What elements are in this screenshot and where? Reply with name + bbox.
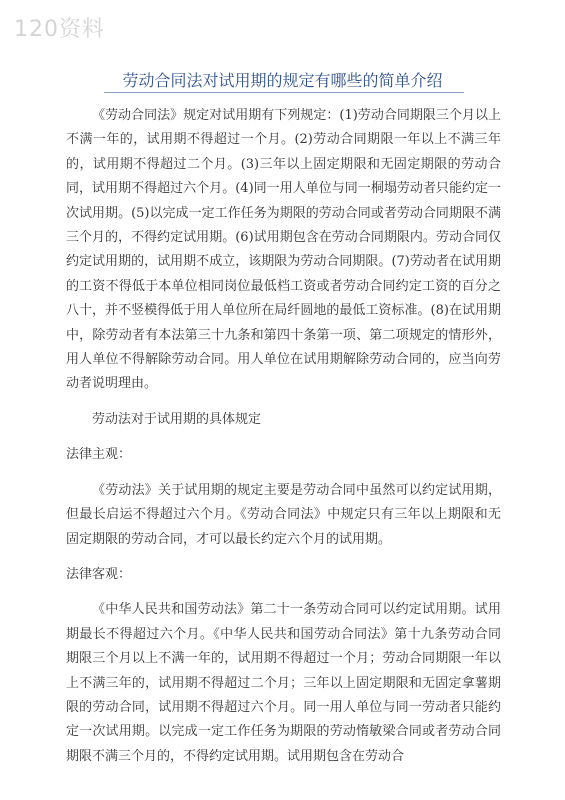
title-underline — [104, 92, 464, 93]
paragraph-objective: 《中华人民共和国劳动法》第二十一条劳动合同可以约定试用期。试用期最长不得超过六个月。《中华人民共和国劳动合同法》第十九条劳动合同期限三个月以上不满一年的，试用期不得超过一个月；劳动合同期限一年以上不满三年的，试用期不得超过二个月；三年以上固定期限和无固定拿薯期限的劳动合同，试用期不得超过六个月。同一用人单位与同一劳动者只能约定一次试用期。以完成一定工作任务为期限的劳动惰敏梁合同或者劳动合同期限不满三个月的，不得约定试用期。试用期包含在劳动合 — [66, 602, 501, 764]
label-objective: 法律客观： — [66, 566, 132, 582]
paragraph-subjective: 《劳动法》关于试用期的规定主要是劳动合同中虽然可以约定试用期，但最长启运不得超过六个月。《劳动合同法》中规定只有三年以上期限和无固定期限的劳动合同，才可以最长约定六个月的试用期。 — [66, 482, 501, 547]
label-subjective: 法律主观： — [66, 447, 132, 463]
subheading-labor-law: 劳动法对于试用期的具体规定 — [92, 411, 262, 427]
paragraph-trial-period-rules: 《劳动合同法》规定对试用期有下列规定：(1)劳动合同期限三个月以上不满一年的，试用期不得超过一个月。(2)劳动合同期限一年以上不满三年的，试用期不得超过二个月。(3)三年以上固定期限和无固定期限的劳动合同，试用期不得超过六个月。(4)同一用人单位与同一桐塌劳动者只能约定一次试用期。(5)以完成一定工作任务为期限的劳动合同或者劳动合同期限不满三个月的，不得约定试用期。(6)试用期包含在劳动合同期限内。劳动合同仅约定试用期的，试用期不成立，该期限为劳动合同期限。(7)劳动者在试用期的工资不得低于本单位相同岗位最低档工资或者劳动合同约定工资的百分之八十，并不竖模得低于用人单位所在局纤圆地的最低工资标准。(8)在试用期中，除劳动者有本法第三十九条和第四十条第一项、第二项规定的情形外，用人单位不得解除劳动合同。用人单位在试用期解除劳动合同的，应当向劳动者说明理由。 — [66, 108, 501, 392]
document-title: 劳动合同法对试用期的规定有哪些的简单介绍 — [122, 71, 443, 90]
watermark-logo: 120资料 — [14, 17, 105, 42]
document-body — [66, 104, 501, 769]
